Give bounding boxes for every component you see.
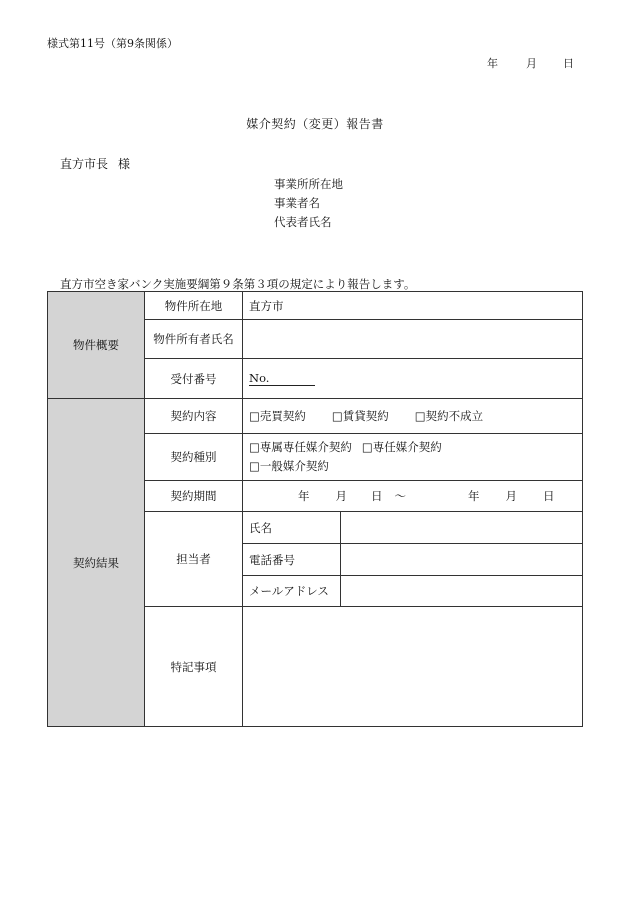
contract-period-field[interactable] — [243, 481, 583, 512]
sender-address-label: 事業所所在地 — [274, 177, 343, 191]
property-section-label: 物件概要 — [48, 292, 145, 399]
contract-content-label: 契約内容 — [145, 399, 243, 434]
period-start-month: 月 — [335, 489, 347, 503]
addressee — [60, 155, 130, 172]
report-table — [47, 291, 583, 727]
contract-type-options — [243, 434, 583, 481]
staff-email-label: メールアドレス — [243, 576, 341, 607]
staff-email-field[interactable] — [341, 576, 583, 607]
submission-date — [487, 55, 574, 71]
property-owner-label: 物件所有者氏名 — [145, 320, 243, 359]
staff-phone-field[interactable] — [341, 544, 583, 576]
addressee-name: 直方市長 — [60, 157, 109, 171]
period-end-year: 年 — [468, 489, 480, 503]
contract-type-label: 契約種別 — [145, 434, 243, 481]
checkbox-not-concluded[interactable]: □契約不成立 — [414, 409, 484, 423]
property-location-value[interactable]: 直方市 — [243, 292, 583, 320]
receipt-number-label: 受付番号 — [145, 359, 243, 399]
contract-period-label: 契約期間 — [145, 481, 243, 512]
checkbox-exclusive[interactable]: □専任媒介契約 — [361, 440, 442, 454]
contract-content-options — [243, 399, 583, 434]
receipt-number-field[interactable] — [243, 359, 583, 399]
property-owner-field[interactable] — [243, 320, 583, 359]
staff-phone-label: 電話番号 — [243, 544, 341, 576]
intro-statement: 直方市空き家バンク実施要綱第９条第３項の規定により報告します。 — [60, 277, 416, 291]
sender-representative-label: 代表者氏名 — [274, 215, 332, 229]
staff-name-field[interactable] — [341, 512, 583, 544]
checkbox-general[interactable]: □一般媒介契約 — [249, 459, 329, 473]
form-number: 様式第11号（第9条関係） — [47, 37, 178, 50]
period-end-day: 日 — [543, 489, 555, 503]
result-section-label: 契約結果 — [48, 399, 145, 727]
checkbox-lease[interactable]: □賃貸契約 — [331, 409, 389, 423]
checkbox-sale[interactable]: □売買契約 — [249, 409, 306, 423]
addressee-honorific: 様 — [118, 157, 131, 171]
property-location-label: 物件所在地 — [145, 292, 243, 320]
sender-name-label: 事業者名 — [274, 196, 320, 210]
date-month-label: 月 — [526, 57, 537, 70]
period-end-month: 月 — [505, 489, 517, 503]
remarks-field[interactable] — [243, 607, 583, 727]
staff-name-label: 氏名 — [243, 512, 341, 544]
checkbox-exclusive-special[interactable]: □専属専任媒介契約 — [249, 440, 352, 454]
document-title: 媒介契約（変更）報告書 — [246, 117, 384, 131]
date-day-label: 日 — [563, 57, 574, 70]
date-year-label: 年 — [487, 57, 498, 70]
staff-label: 担当者 — [145, 512, 243, 607]
receipt-number-prefix: No. — [249, 371, 270, 385]
period-start-year: 年 — [298, 489, 310, 503]
period-tilde: 〜 — [394, 489, 406, 503]
remarks-label: 特記事項 — [145, 607, 243, 727]
period-start-day: 日 — [371, 489, 383, 503]
